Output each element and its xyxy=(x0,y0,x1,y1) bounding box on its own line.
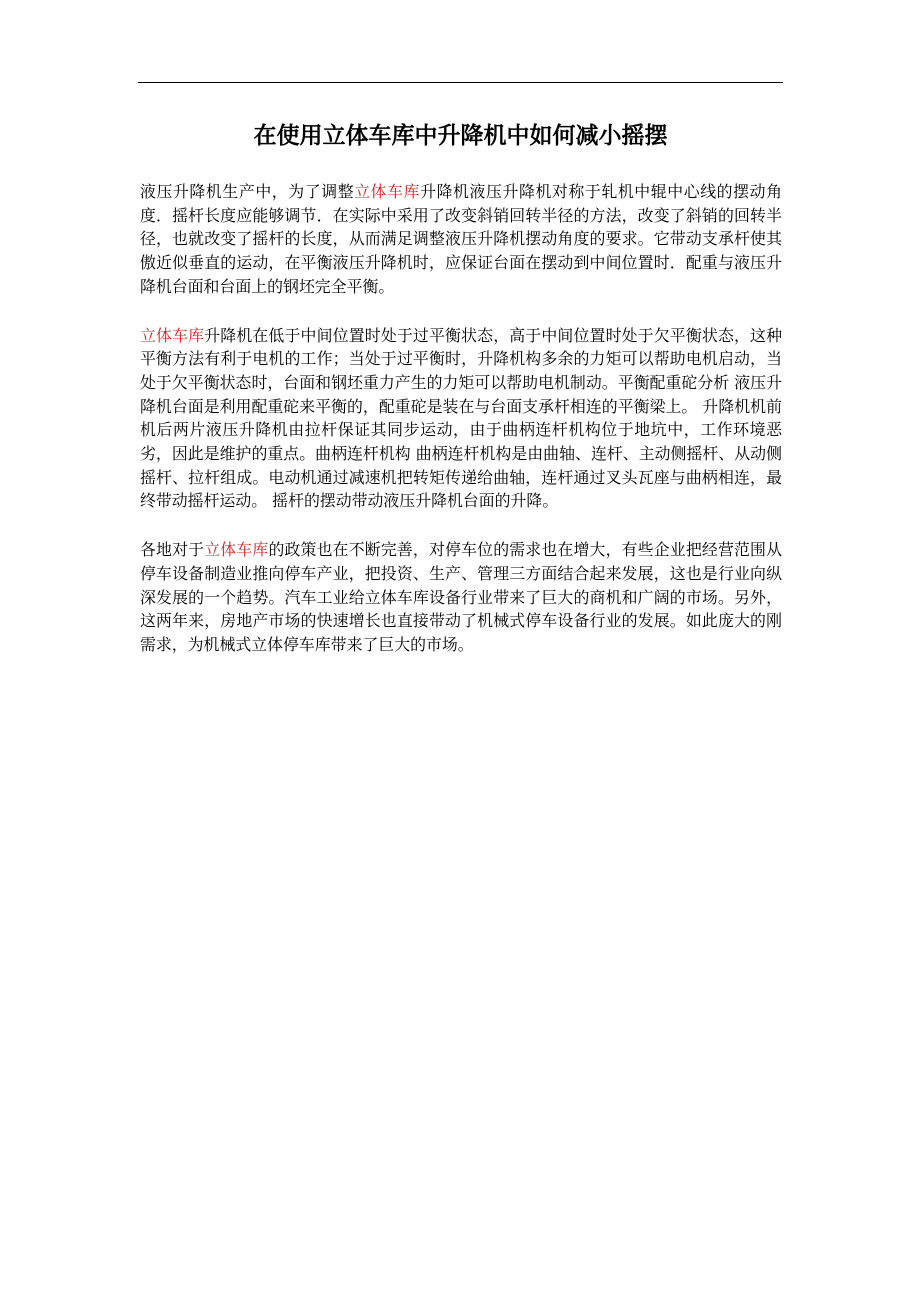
paragraph-3-highlight-link[interactable]: 立体车库 xyxy=(204,540,269,560)
header-rule xyxy=(138,82,783,83)
paragraph-1 xyxy=(140,180,782,299)
paragraph-1-text-before: 液压升降机生产中，为了调整 xyxy=(140,182,355,201)
paragraph-2 xyxy=(140,324,782,514)
paragraph-3 xyxy=(140,538,782,657)
paragraph-1-text-after: 升降机液压升降机对称于轧机中辊中心线的摆动角度．摇杆长度应能够调节．在实际中采用了改变斜销回转半径的方法，改变了斜销的回转半径，也就改变了摇杆的长度，从而满足调整液压升降机摆动角度的要求。它带动支承杆使其傲近似垂直的运动，在平衡液压升降机时，应保证台面在摆动到中间位置时．配重与液压升降机台面和台面上的钢坯完全平衡。 xyxy=(140,182,783,296)
paragraph-3-text-after: 的政策也在不断完善，对停车位的需求也在增大，有些企业把经营范围从停车设备制造业推向停车产业，把投资、生产、管理三方面结合起来发展，这也是行业向纵深发展的一个趋势。汽车工业给立体车库设备行业带来了巨大的商机和广阔的市场。另外，这两年来，房地产市场的快速增长也直接带动了机械式停车设备行业的发展。如此庞大的刚需求，为机械式立体停车库带来了巨大的市场。 xyxy=(140,540,783,654)
paragraph-1-highlight-link[interactable]: 立体车库 xyxy=(354,182,421,201)
paragraph-2-highlight-link[interactable]: 立体车库 xyxy=(140,325,205,345)
document-body xyxy=(140,180,782,682)
document-title: 在使用立体车库中升降机中如何减小摇摆 xyxy=(253,123,668,149)
paragraph-3-text-before: 各地对于 xyxy=(140,540,205,560)
paragraph-2-text-after: 升降机在低于中间位置时处于过平衡状态，高于中间位置时处于欠平衡状态，这种平衡方法有利于电机的工作；当处于过平衡时，升降机构多余的力矩可以帮助电机启动，当处于欠平衡状态时，台面和钢坯重力产生的力矩可以帮助电机制动。平衡配重砣分析 液压升降机台面是利用配重砣来平衡的，配重砣是装在与台面支承杆相连的平衡梁上。 升降机机前机后两片液压升降机由拉杆保证其同步运动，由于曲柄连杆机构位于地坑中，工作环境恶劣，因此是维护的重点。曲柄连杆机构 曲柄连杆机构是由曲轴、连杆、主动侧摇杆、从动侧摇杆、拉杆组成。电动机通过减速机把转矩传递给曲轴，连杆通过叉头瓦座与曲柄相连，最终带动摇杆运动。 摇杆的摆动带动液压升降机台面的升降。 xyxy=(140,325,783,511)
